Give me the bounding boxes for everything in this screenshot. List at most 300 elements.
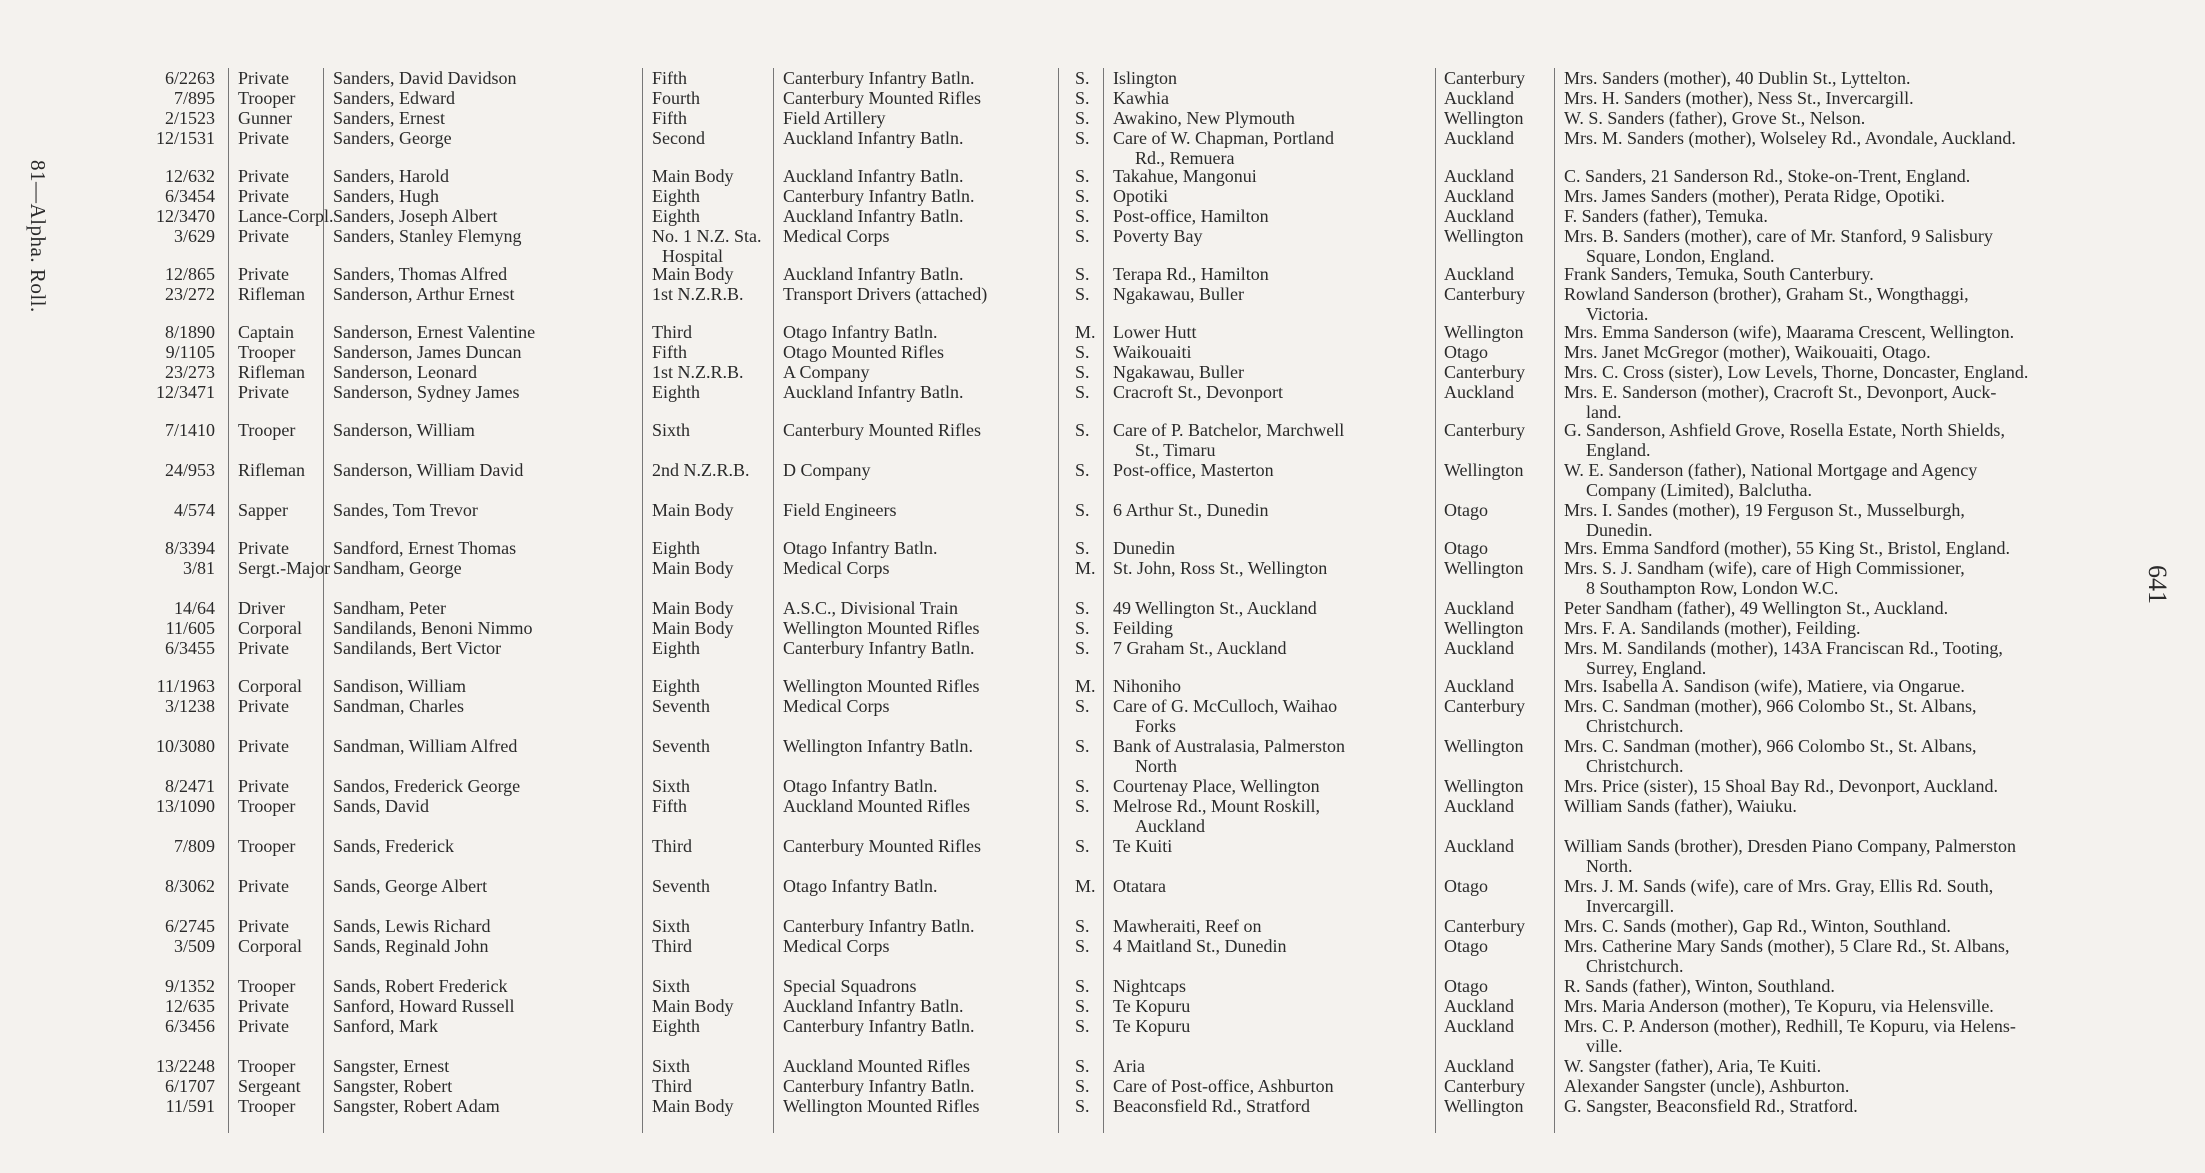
cell-unit: Otago Infantry Batln. (783, 776, 938, 796)
cell-next-of-kin: Mrs. F. A. Sandilands (mother), Feilding. (1564, 618, 1861, 638)
cell-next-of-kin: G. Sangster, Beaconsfield Rd., Stratford. (1564, 1096, 1858, 1116)
cell-address: Takahue, Mangonui (1113, 166, 1257, 186)
cell-address: Opotiki (1113, 186, 1169, 206)
cell-rank: Trooper (238, 88, 296, 108)
cell-name: Sandilands, Bert Victor (333, 638, 502, 658)
cell-name: Sandham, George (333, 558, 462, 578)
cell-next-of-kin: Mrs. Isabella A. Sandison (wife), Matiere, via Ongarue. (1564, 676, 1965, 696)
roll-entry (90, 676, 2130, 696)
cell-next-of-kin-continued: England. (1586, 440, 1651, 460)
cell-next-of-kin: Mrs. Janet McGregor (mother), Waikouaiti, Otago. (1564, 342, 1931, 362)
cell-next-of-kin: Mrs. Price (sister), 15 Shoal Bay Rd., Devonport, Auckland. (1564, 776, 1998, 796)
cell-status: S. (1075, 1096, 1090, 1116)
cell-next-of-kin: Mrs. Emma Sandford (mother), 55 King St., Bristol, England. (1564, 538, 2010, 558)
cell-draft: Eighth (652, 1016, 700, 1036)
cell-num: 6/1707 (164, 1076, 215, 1096)
cell-status: S. (1075, 618, 1090, 638)
cell-next-of-kin: W. E. Sanderson (father), National Mortgage and Agency (1564, 460, 1978, 480)
cell-rank: Private (238, 186, 289, 206)
cell-district: Auckland (1444, 1016, 1514, 1036)
cell-unit: Wellington Infantry Batln. (783, 736, 974, 756)
cell-address: Ngakawau, Buller (1113, 362, 1244, 382)
cell-rank: Private (238, 776, 289, 796)
cell-address: Islington (1113, 68, 1178, 88)
cell-draft: Second (652, 128, 705, 148)
cell-status: S. (1075, 128, 1090, 148)
cell-num: 3/629 (173, 226, 215, 246)
cell-unit: Field Engineers (783, 500, 897, 520)
roll-entry (90, 598, 2130, 618)
cell-unit: Auckland Infantry Batln. (783, 264, 964, 284)
cell-status: S. (1075, 420, 1090, 440)
cell-district: Wellington (1444, 776, 1524, 796)
cell-draft: Main Body (652, 1096, 734, 1116)
cell-name: Sandham, Peter (333, 598, 446, 618)
cell-draft: Eighth (652, 538, 700, 558)
roll-entry (90, 976, 2130, 996)
cell-rank: Sergt.-Major (238, 558, 331, 578)
cell-next-of-kin-continued: Christchurch. (1586, 956, 1684, 976)
cell-status: S. (1075, 362, 1090, 382)
cell-unit: A.S.C., Divisional Train (783, 598, 959, 618)
cell-draft-continued: Hospital (662, 246, 723, 266)
cell-unit: Canterbury Infantry Batln. (783, 186, 975, 206)
cell-num: 14/64 (173, 598, 215, 618)
cell-name: Sandilands, Benoni Nimmo (333, 618, 533, 638)
roll-entry (90, 1076, 2130, 1096)
cell-name: Sanderson, Ernest Valentine (333, 322, 536, 342)
cell-district: Wellington (1444, 736, 1524, 756)
cell-draft: No. 1 N.Z. Sta. (652, 226, 762, 246)
cell-status: S. (1075, 500, 1090, 520)
cell-num: 9/1105 (165, 342, 215, 362)
cell-draft: Third (652, 936, 692, 956)
cell-district: Auckland (1444, 206, 1514, 226)
cell-address-continued: Rd., Remuera (1135, 148, 1235, 168)
cell-unit: Canterbury Infantry Batln. (783, 916, 975, 936)
cell-num: 12/1531 (155, 128, 215, 148)
roll-entry (90, 638, 2130, 658)
cell-draft: Fourth (652, 88, 701, 108)
cell-status: S. (1075, 382, 1090, 402)
cell-district: Canterbury (1444, 420, 1525, 440)
roll-entry (90, 128, 2130, 148)
cell-num: 12/632 (164, 166, 215, 186)
cell-draft: Main Body (652, 598, 734, 618)
cell-address-continued: Forks (1135, 716, 1177, 736)
cell-draft: Eighth (652, 676, 700, 696)
cell-address-continued: St., Timaru (1135, 440, 1216, 460)
cell-address: Awakino, New Plymouth (1113, 108, 1295, 128)
cell-rank: Corporal (238, 676, 302, 696)
cell-rank: Private (238, 1016, 289, 1036)
cell-rank: Trooper (238, 1056, 296, 1076)
cell-draft: Main Body (652, 558, 734, 578)
cell-num: 2/1523 (164, 108, 215, 128)
cell-rank: Captain (238, 322, 294, 342)
cell-status: S. (1075, 836, 1090, 856)
cell-draft: Main Body (652, 996, 734, 1016)
cell-next-of-kin: Mrs. S. J. Sandham (wife), care of High Commissioner, (1564, 558, 1965, 578)
cell-address: Care of P. Batchelor, Marchwell (1113, 420, 1345, 440)
cell-name: Sandford, Ernest Thomas (333, 538, 517, 558)
cell-next-of-kin: Mrs. E. Sanderson (mother), Cracroft St., Devonport, Auck- (1564, 382, 1997, 402)
cell-address: Waikouaiti (1113, 342, 1192, 362)
cell-draft: Main Body (652, 618, 734, 638)
cell-next-of-kin: F. Sanders (father), Temuka. (1564, 206, 1768, 226)
cell-status: S. (1075, 598, 1090, 618)
roll-entry (90, 420, 2130, 440)
cell-status: S. (1075, 460, 1090, 480)
cell-rank: Trooper (238, 836, 296, 856)
cell-district: Canterbury (1444, 68, 1525, 88)
cell-name: Sanderson, William (333, 420, 475, 440)
cell-num: 23/273 (164, 362, 215, 382)
cell-status: S. (1075, 916, 1090, 936)
cell-next-of-kin: Mrs. M. Sanders (mother), Wolseley Rd., Avondale, Auckland. (1564, 128, 2016, 148)
roll-entry (90, 796, 2130, 816)
cell-unit: Transport Drivers (attached) (783, 284, 988, 304)
roll-entry (90, 284, 2130, 304)
cell-num: 7/809 (173, 836, 215, 856)
cell-district: Wellington (1444, 108, 1524, 128)
cell-unit: Auckland Mounted Rifles (783, 796, 970, 816)
cell-draft: Third (652, 322, 692, 342)
cell-address-continued: North (1135, 756, 1177, 776)
roll-entry (90, 996, 2130, 1016)
cell-address: Beaconsfield Rd., Stratford (1113, 1096, 1310, 1116)
cell-draft: Fifth (652, 68, 688, 88)
cell-status: S. (1075, 538, 1090, 558)
cell-draft: Sixth (652, 776, 691, 796)
cell-district: Auckland (1444, 166, 1514, 186)
cell-address: Nightcaps (1113, 976, 1186, 996)
cell-name: Sands, George Albert (333, 876, 488, 896)
roll-entry (90, 1016, 2130, 1036)
cell-status: S. (1075, 166, 1090, 186)
cell-unit: Canterbury Infantry Batln. (783, 1016, 975, 1036)
cell-next-of-kin: Mrs. B. Sanders (mother), care of Mr. Stanford, 9 Salisbury (1564, 226, 1993, 246)
cell-address: Post-office, Masterton (1113, 460, 1274, 480)
cell-unit: Wellington Mounted Rifles (783, 1096, 980, 1116)
cell-next-of-kin: Mrs. C. Cross (sister), Low Levels, Thorne, Doncaster, England. (1564, 362, 2029, 382)
cell-unit: Medical Corps (783, 936, 890, 956)
cell-name: Sandman, Charles (333, 696, 464, 716)
roll-entry (90, 342, 2130, 362)
side-label: 81—Alpha. Roll. (26, 160, 50, 313)
cell-name: Sanders, George (333, 128, 452, 148)
cell-name: Sands, Frederick (333, 836, 454, 856)
cell-unit: Auckland Infantry Batln. (783, 166, 964, 186)
cell-unit: Medical Corps (783, 226, 890, 246)
cell-district: Otago (1444, 936, 1488, 956)
cell-address: Cracroft St., Devonport (1113, 382, 1283, 402)
cell-unit: Wellington Mounted Rifles (783, 618, 980, 638)
cell-address: Care of G. McCulloch, Waihao (1113, 696, 1338, 716)
cell-district: Wellington (1444, 460, 1524, 480)
cell-district: Auckland (1444, 88, 1514, 108)
roll-entry (90, 206, 2130, 226)
roll-entry (90, 916, 2130, 936)
cell-status: S. (1075, 284, 1090, 304)
cell-num: 6/2263 (164, 68, 215, 88)
cell-rank: Trooper (238, 1096, 296, 1116)
cell-unit: Special Squadrons (783, 976, 917, 996)
cell-rank: Sapper (238, 500, 288, 520)
cell-next-of-kin-continued: Surrey, England. (1586, 658, 1707, 678)
cell-name: Sangster, Ernest (333, 1056, 450, 1076)
cell-status: S. (1075, 696, 1090, 716)
cell-next-of-kin: Mrs. Maria Anderson (mother), Te Kopuru, via Helensville. (1564, 996, 1994, 1016)
cell-status: S. (1075, 996, 1090, 1016)
cell-draft: Eighth (652, 206, 700, 226)
cell-name: Sandman, William Alfred (333, 736, 518, 756)
cell-num: 13/2248 (155, 1056, 215, 1076)
cell-num: 23/272 (164, 284, 215, 304)
cell-address: Otatara (1113, 876, 1166, 896)
roll-entry (90, 936, 2130, 956)
cell-rank: Rifleman (238, 284, 305, 304)
cell-next-of-kin-continued: Dunedin. (1586, 520, 1653, 540)
cell-status: S. (1075, 68, 1090, 88)
cell-num: 12/3471 (155, 382, 215, 402)
cell-name: Sandes, Tom Trevor (333, 500, 478, 520)
cell-next-of-kin-continued: Victoria. (1586, 304, 1649, 324)
cell-draft: Main Body (652, 166, 734, 186)
cell-next-of-kin-continued: Christchurch. (1586, 716, 1684, 736)
cell-name: Sanderson, Arthur Ernest (333, 284, 515, 304)
cell-num: 12/635 (164, 996, 215, 1016)
cell-next-of-kin: Mrs. C. Sandman (mother), 966 Colombo St., St. Albans, (1564, 736, 1977, 756)
roll-entry (90, 88, 2130, 108)
cell-status: S. (1075, 638, 1090, 658)
cell-unit: A Company (783, 362, 870, 382)
roll-entry (90, 1096, 2130, 1116)
cell-next-of-kin: R. Sands (father), Winton, Southland. (1564, 976, 1835, 996)
cell-rank: Private (238, 166, 289, 186)
cell-draft: Seventh (652, 696, 710, 716)
cell-rank: Trooper (238, 420, 296, 440)
cell-next-of-kin: Mrs. C. Sands (mother), Gap Rd., Winton, Southland. (1564, 916, 1951, 936)
cell-district: Auckland (1444, 676, 1514, 696)
cell-next-of-kin-continued: Company (Limited), Balclutha. (1586, 480, 1812, 500)
roll-entry (90, 68, 2130, 88)
cell-rank: Private (238, 382, 289, 402)
cell-next-of-kin: Mrs. C. Sandman (mother), 966 Colombo St., St. Albans, (1564, 696, 1977, 716)
cell-district: Wellington (1444, 322, 1524, 342)
cell-district: Canterbury (1444, 284, 1525, 304)
cell-district: Otago (1444, 538, 1488, 558)
cell-unit: Auckland Infantry Batln. (783, 996, 964, 1016)
cell-name: Sanford, Howard Russell (333, 996, 515, 1016)
cell-address: St. John, Ross St., Wellington (1113, 558, 1328, 578)
cell-address: Melrose Rd., Mount Roskill, (1113, 796, 1321, 816)
cell-address: Aria (1113, 1056, 1145, 1076)
cell-rank: Gunner (238, 108, 292, 128)
roll-entry (90, 108, 2130, 128)
cell-address: Mawheraiti, Reef on (1113, 916, 1262, 936)
cell-draft: Sixth (652, 420, 691, 440)
roll-entry (90, 776, 2130, 796)
cell-status: S. (1075, 776, 1090, 796)
cell-name: Sanders, Hugh (333, 186, 439, 206)
cell-address: Care of W. Chapman, Portland (1113, 128, 1334, 148)
cell-next-of-kin-continued: Square, London, England. (1586, 246, 1775, 266)
cell-unit: Otago Infantry Batln. (783, 876, 938, 896)
cell-name: Sanderson, Leonard (333, 362, 477, 382)
cell-next-of-kin: Mrs. Emma Sanderson (wife), Maarama Crescent, Wellington. (1564, 322, 2015, 342)
cell-status: S. (1075, 226, 1090, 246)
cell-draft: 2nd N.Z.R.B. (652, 460, 750, 480)
cell-unit: Field Artillery (783, 108, 886, 128)
cell-num: 3/509 (173, 936, 215, 956)
cell-num: 6/3456 (164, 1016, 215, 1036)
cell-num: 9/1352 (164, 976, 215, 996)
cell-district: Wellington (1444, 1096, 1524, 1116)
roll-entry (90, 876, 2130, 896)
roll-entry (90, 226, 2130, 246)
cell-num: 4/574 (173, 500, 215, 520)
cell-num: 12/3470 (155, 206, 215, 226)
cell-unit: Auckland Mounted Rifles (783, 1056, 970, 1076)
cell-status: S. (1075, 108, 1090, 128)
cell-address: Courtenay Place, Wellington (1113, 776, 1320, 796)
cell-unit: Wellington Mounted Rifles (783, 676, 980, 696)
cell-unit: Otago Infantry Batln. (783, 322, 938, 342)
cell-name: Sanderson, James Duncan (333, 342, 522, 362)
cell-draft: Seventh (652, 736, 710, 756)
cell-rank: Driver (238, 598, 285, 618)
cell-num: 11/1963 (156, 676, 215, 696)
cell-unit: Canterbury Mounted Rifles (783, 420, 981, 440)
cell-draft: 1st N.Z.R.B. (652, 362, 744, 382)
cell-rank: Private (238, 696, 289, 716)
cell-next-of-kin: W. S. Sanders (father), Grove St., Nelson. (1564, 108, 1866, 128)
cell-address: Care of Post-office, Ashburton (1113, 1076, 1334, 1096)
cell-unit: Auckland Infantry Batln. (783, 128, 964, 148)
cell-draft: Eighth (652, 186, 700, 206)
cell-district: Wellington (1444, 558, 1524, 578)
cell-next-of-kin-continued: land. (1586, 402, 1622, 422)
roll-entry (90, 538, 2130, 558)
cell-next-of-kin-continued: Invercargill. (1586, 896, 1675, 916)
roll-table (90, 68, 2130, 1148)
cell-next-of-kin: Mrs. H. Sanders (mother), Ness St., Invercargill. (1564, 88, 1914, 108)
cell-address: Te Kopuru (1113, 996, 1191, 1016)
cell-next-of-kin-continued: ville. (1586, 1036, 1623, 1056)
cell-address: Post-office, Hamilton (1113, 206, 1269, 226)
cell-name: Sanders, Stanley Flemyng (333, 226, 522, 246)
roll-entry (90, 382, 2130, 402)
cell-status: S. (1075, 1016, 1090, 1036)
roll-entry (90, 264, 2130, 284)
cell-num: 3/1238 (164, 696, 215, 716)
cell-next-of-kin: William Sands (brother), Dresden Piano Company, Palmerston (1564, 836, 2017, 856)
cell-status: S. (1075, 206, 1090, 226)
cell-rank: Private (238, 916, 289, 936)
cell-name: Sanford, Mark (333, 1016, 438, 1036)
cell-draft: Third (652, 836, 692, 856)
cell-rank: Lance-Corpl. (238, 206, 334, 226)
cell-next-of-kin: William Sands (father), Waiuku. (1564, 796, 1797, 816)
cell-district: Auckland (1444, 382, 1514, 402)
cell-rank: Private (238, 638, 289, 658)
cell-name: Sangster, Robert (333, 1076, 453, 1096)
cell-num: 13/1090 (155, 796, 215, 816)
cell-name: Sands, Reginald John (333, 936, 489, 956)
cell-rank: Private (238, 68, 289, 88)
cell-address: Nihoniho (1113, 676, 1182, 696)
cell-draft: Eighth (652, 382, 700, 402)
roll-entry (90, 736, 2130, 756)
cell-rank: Trooper (238, 796, 296, 816)
cell-draft: Third (652, 1076, 692, 1096)
cell-status: S. (1075, 976, 1090, 996)
cell-district: Auckland (1444, 796, 1514, 816)
cell-rank: Corporal (238, 618, 302, 638)
cell-district: Otago (1444, 876, 1488, 896)
cell-status: S. (1075, 88, 1090, 108)
cell-rank: Private (238, 128, 289, 148)
cell-unit: Otago Infantry Batln. (783, 538, 938, 558)
cell-next-of-kin: Peter Sandham (father), 49 Wellington St., Auckland. (1564, 598, 1949, 618)
cell-unit: Medical Corps (783, 558, 890, 578)
cell-address: Te Kuiti (1113, 836, 1173, 856)
cell-num: 6/3454 (164, 186, 215, 206)
cell-next-of-kin: Frank Sanders, Temuka, South Canterbury. (1564, 264, 1874, 284)
cell-draft: Main Body (652, 264, 734, 284)
cell-district: Wellington (1444, 618, 1524, 638)
cell-status: S. (1075, 736, 1090, 756)
cell-rank: Private (238, 538, 289, 558)
cell-next-of-kin: Mrs. J. M. Sands (wife), care of Mrs. Gray, Ellis Rd. South, (1564, 876, 1994, 896)
cell-district: Auckland (1444, 264, 1514, 284)
cell-num: 11/605 (165, 618, 215, 638)
cell-address: 7 Graham St., Auckland (1113, 638, 1287, 658)
cell-district: Auckland (1444, 1056, 1514, 1076)
cell-unit: Canterbury Mounted Rifles (783, 88, 981, 108)
cell-status: S. (1075, 186, 1090, 206)
cell-next-of-kin: W. Sangster (father), Aria, Te Kuiti. (1564, 1056, 1822, 1076)
cell-name: Sanderson, Sydney James (333, 382, 520, 402)
cell-next-of-kin: C. Sanders, 21 Sanderson Rd., Stoke-on-Trent, England. (1564, 166, 1971, 186)
cell-draft: 1st N.Z.R.B. (652, 284, 744, 304)
cell-district: Auckland (1444, 638, 1514, 658)
cell-rank: Rifleman (238, 460, 305, 480)
cell-draft: Sixth (652, 916, 691, 936)
cell-num: 8/3394 (164, 538, 215, 558)
cell-status: M. (1075, 676, 1096, 696)
cell-name: Sandison, William (333, 676, 466, 696)
cell-unit: Otago Mounted Rifles (783, 342, 944, 362)
cell-num: 8/3062 (164, 876, 215, 896)
cell-status: M. (1075, 558, 1096, 578)
cell-name: Sanders, Ernest (333, 108, 445, 128)
cell-status: S. (1075, 264, 1090, 284)
cell-name: Sands, David (333, 796, 429, 816)
roll-entry (90, 186, 2130, 206)
cell-next-of-kin-continued: Christchurch. (1586, 756, 1684, 776)
cell-status: M. (1075, 322, 1096, 342)
cell-num: 8/2471 (164, 776, 215, 796)
cell-next-of-kin: G. Sanderson, Ashfield Grove, Rosella Estate, North Shields, (1564, 420, 2005, 440)
cell-next-of-kin: Alexander Sangster (uncle), Ashburton. (1564, 1076, 1850, 1096)
cell-next-of-kin: Mrs. I. Sandes (mother), 19 Ferguson St., Musselburgh, (1564, 500, 1965, 520)
cell-name: Sands, Lewis Richard (333, 916, 491, 936)
cell-unit: D Company (783, 460, 871, 480)
cell-name: Sanderson, William David (333, 460, 524, 480)
cell-address: Feilding (1113, 618, 1174, 638)
